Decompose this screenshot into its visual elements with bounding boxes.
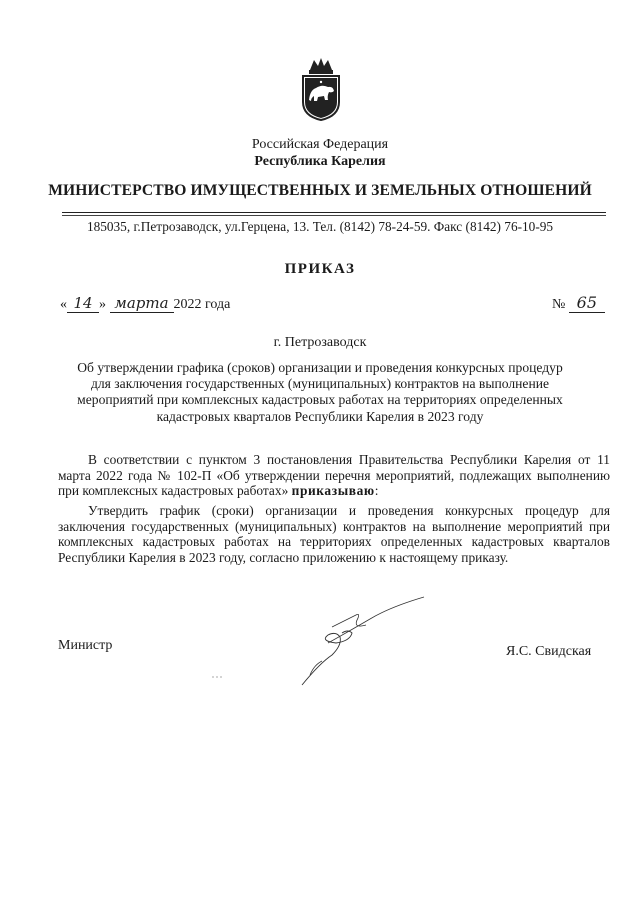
header-rule-thick: [62, 212, 606, 213]
date-open-quote: «: [60, 297, 67, 312]
command-colon: :: [374, 483, 379, 499]
document-title: ПРИКАЗ: [284, 261, 356, 277]
order-date: [60, 294, 230, 314]
signatory-name: Я.С. Свидская: [506, 644, 592, 659]
date-month-handwritten: марта: [110, 294, 174, 313]
preamble-text: В соответствии с пунктом 3 постановления Правительства Республики Карелия от 11 марта 2022 года № 102-П «Об утверждении перечня мероприятий, подлежащих выполнению при комплексных кадастровых работах»: [58, 452, 610, 499]
ministry-name: МИНИСТЕРСТВО ИМУЩЕСТВЕННЫХ И ЗЕМЕЛЬНЫХ ОТНОШЕНИЙ: [48, 182, 592, 199]
order-item-paragraph: Утвердить график (сроки) организации и проведения конкурсных процедур для заключения государственных (муниципальных) контрактов на выполнение мероприятий при комплексных кадастровых работах на территориях определенных кадастровых кварталов Республики Карелия в 2023 году, согласно приложению к настоящему приказу.: [58, 503, 610, 565]
header-rule-thin: [62, 215, 606, 216]
number-sign: №: [552, 297, 566, 312]
coat-of-arms-emblem: [300, 56, 342, 122]
number-handwritten: 65: [569, 294, 605, 313]
region-name: Республика Карелия: [254, 154, 386, 169]
country-name: Российская Федерация: [251, 137, 389, 152]
date-day-handwritten: 14: [67, 294, 99, 313]
signatory-position: Министр: [58, 638, 113, 653]
order-number: [552, 294, 605, 314]
city-line: г. Петрозаводск: [273, 335, 367, 350]
command-word: приказываю: [291, 483, 375, 499]
date-year: 2022 года: [173, 297, 231, 312]
date-close-quote: »: [99, 297, 106, 312]
ministry-address: 185035, г.Петрозаводск, ул.Герцена, 13. Тел. (8142) 78-24-59. Факс (8142) 76-10-95: [86, 219, 554, 234]
subject-line: Об утверждении графика (сроков) организации и проведения конкурсных процедур: [77, 360, 563, 375]
subject-line: для заключения государственных (муниципальных) контрактов на выполнение: [90, 376, 550, 392]
subject-line: кадастровых кварталов Республики Карелия в 2023 году: [156, 408, 484, 424]
subject-line: мероприятий при комплексных кадастровых работах на территориях определенных: [77, 392, 563, 408]
order-subject: [0, 360, 640, 425]
preamble-paragraph: [58, 452, 610, 499]
handwritten-signature: [210, 585, 430, 695]
